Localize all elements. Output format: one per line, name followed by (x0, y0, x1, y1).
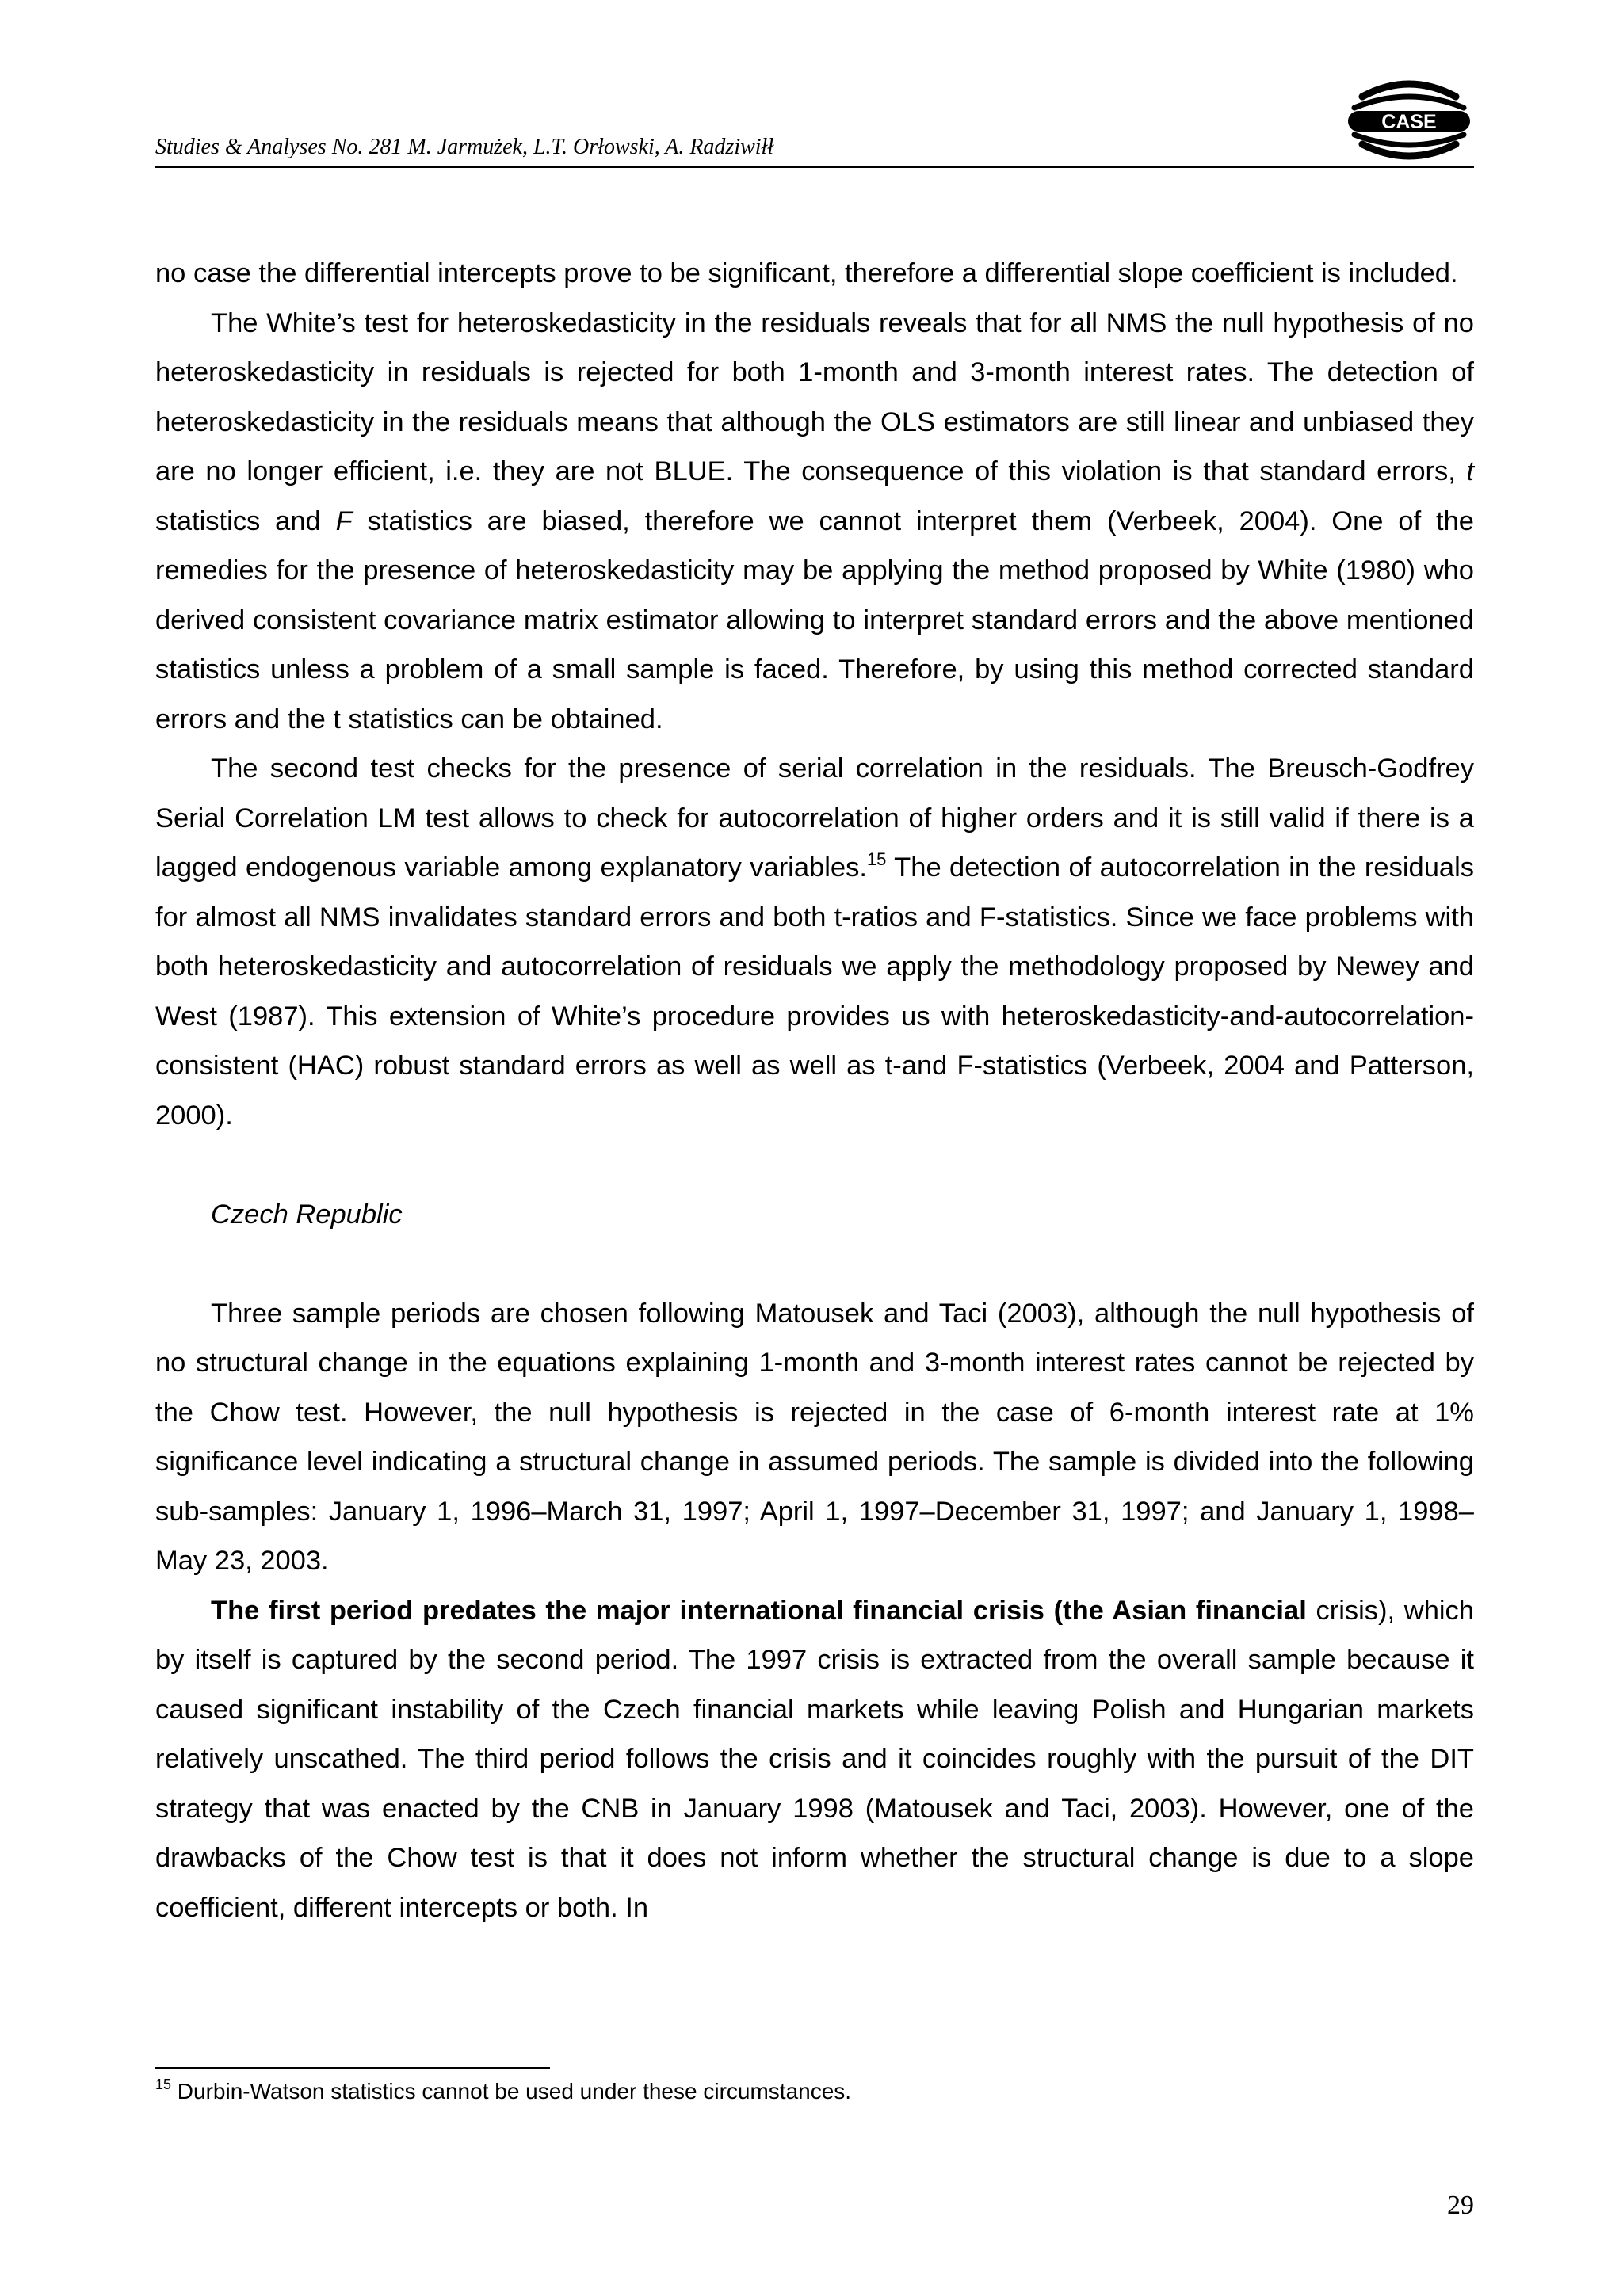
f-italic: F (335, 505, 353, 536)
paragraph-3: The second test checks for the presence of serial correlation in the residuals. The Breusch-Godfrey Serial Correlation LM test allows to check for autocorrelation of higher orders and it is still valid if there is a lagged endogenous variable among explanatory variables.$^{15}$ The detection of autocorrelation in the residuals for almost all NMS invalidates standard errors and both t-ratios and F-statistics. Since we face problems with both heteroskedasticity and autocorrelation of residuals we apply the methodology proposed by Newey and West (1987). This extension of White’s procedure provides us with heteroskedasticity-and-autocorrelation-consistent (HAC) robust standard errors as well as well as t-and F-statistics (Verbeek, 2004 and Patterson, 2000). (155, 753, 1474, 1131)
footnote-rule (155, 2067, 550, 2069)
t-italic: t (1466, 456, 1474, 486)
footnote-reference[interactable]: 15 (866, 849, 887, 869)
footnote (155, 2076, 851, 2107)
bold-sentence: The first period predates the major international financial crisis (the Asian financial (211, 1595, 1307, 1626)
paragraph-5: The first period predates the major international financial crisis (the Asian financial crisis), which by itself is captured by the second period. The 1997 crisis is extracted from the overall sample because it caused significant instability of the Czech financial markets while leaving Polish and Hungarian markets relatively unscathed. The third period follows the crisis and it coincides roughly with the pursuit of the DIT strategy that was enacted by the CNB in January 1998 (Matousek and Taci, 2003). However, one of the drawbacks of the Chow test is that it does not inform whether the structural change is due to a slope coefficient, different intercepts or both. In (155, 1595, 1474, 1923)
paragraph-4: Three sample periods are chosen following Matousek and Taci (2003), although the null hypothesis of no structural change in the equations explaining 1-month and 3-month interest rates cannot be rejected by the Chow test. However, the null hypothesis is rejected in the case of 6-month interest rate at 1% significance level indicating a structural change in assumed periods. The sample is divided into the following sub-samples: January 1, 1996–March 31, 1997; April 1, 1997–December 31, 1997; and January 1, 1998–May 23, 2003. (155, 1298, 1474, 1576)
logo-text: CASE (1381, 111, 1437, 133)
page-number: 29 (1447, 2191, 1474, 2220)
header-rule (155, 166, 1474, 168)
footnote-text: Durbin-Watson statistics cannot be used under these circumstances. (171, 2079, 852, 2103)
footnote-number: 15 (155, 2077, 172, 2092)
paragraph-2: The White’s test for heteroskedasticity in the residuals reveals that for all NMS the null hypothesis of no heteroskedasticity in residuals is rejected for both 1-month and 3-month interest rates. The detection of heteroskedasticity in the residuals means that although the OLS estimators are still linear and unbiased they are no longer efficient, i.e. they are not BLUE. The consequence of this violation is that standard errors, t statistics and F statistics are biased, therefore we cannot interpret them (Verbeek, 2004). One of the remedies for the presence of heteroskedasticity may be applying the method proposed by White (1980) who derived consistent covariance matrix estimator allowing to interpret standard errors and the above mentioned statistics unless a problem of a small sample is faced. Therefore, by using this method corrected standard errors and the t statistics can be obtained. (155, 307, 1474, 734)
section-heading: Czech Republic (211, 1199, 403, 1230)
paragraph-1: no case the differential intercepts prove to be significant, therefore a differential slope coefficient is included. (155, 258, 1458, 288)
body-text (155, 249, 1474, 1932)
running-header: Studies & Analyses No. 281 M. Jarmużek, L.T. Orłowski, A. Radziwiłł (155, 135, 774, 159)
case-logo (1345, 76, 1473, 163)
